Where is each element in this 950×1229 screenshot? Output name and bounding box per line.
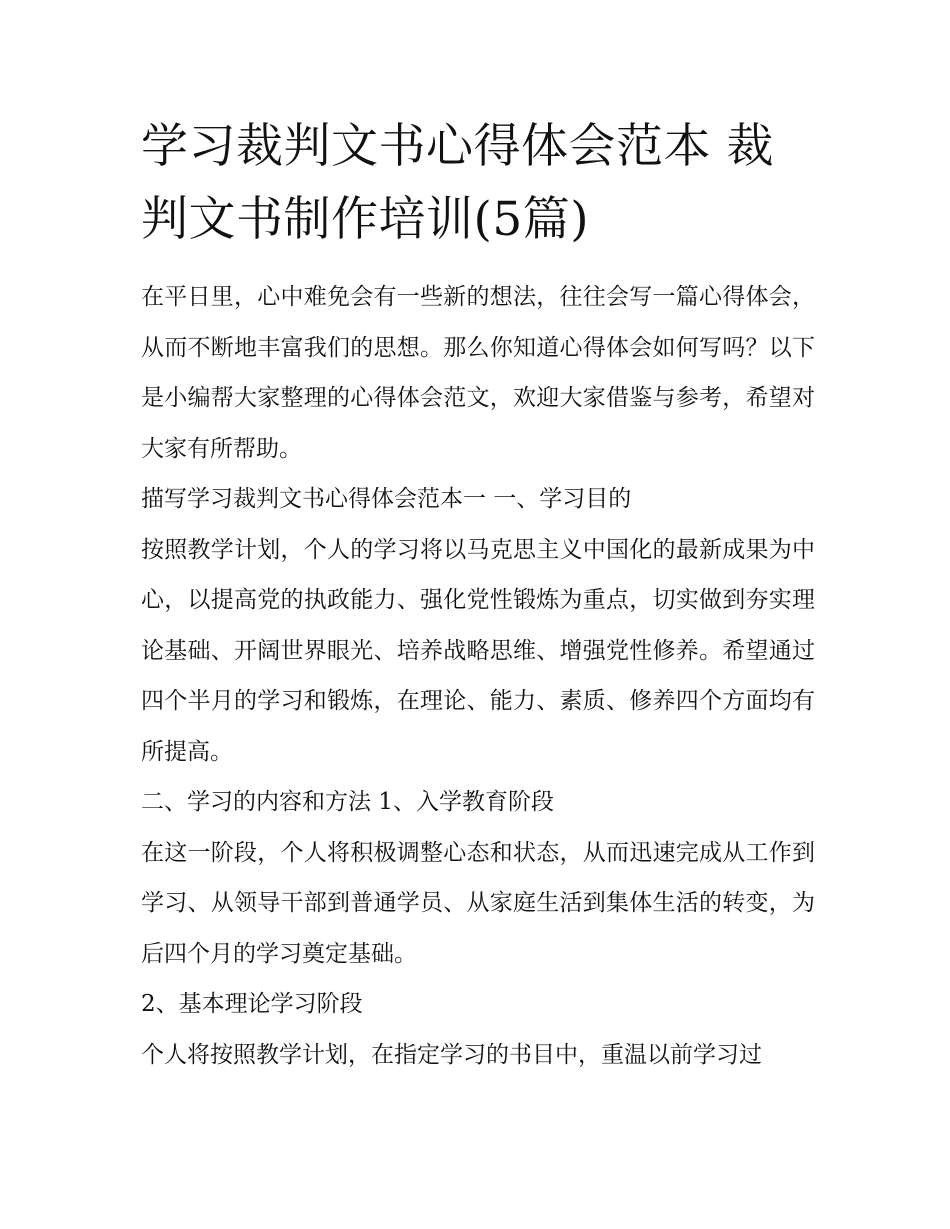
theory-stage-paragraph: 个人将按照教学计划，在指定学习的书目中，重温以前学习过	[141, 1041, 762, 1068]
document-body	[141, 272, 815, 1080]
section-heading-theory-stage: 2、基本理论学习阶段	[141, 991, 363, 1017]
orientation-stage-paragraph: 在这一阶段，个人将积极调整心态和状态，从而迅速完成从工作到学习、从领导干部到普通学员、从家庭生活到集体生活的转变，为后四个月的学习奠定基础。	[141, 839, 815, 967]
document-title: 学习裁判文书心得体会范本 裁判文书制作培训(5篇)	[141, 119, 774, 247]
section-heading-content-method: 二、学习的内容和方法 1、入学教育阶段	[141, 789, 554, 815]
learning-goal-paragraph: 按照教学计划，个人的学习将以马克思主义中国化的最新成果为中心，以提高党的执政能力、强化党性锻炼为重点，切实做到夯实理论基础、开阔世界眼光、培养战略思维、增强党性修养。希望通过四个半月的学习和锻炼，在理论、能力、素质、修养四个方面均有所提高。	[141, 536, 815, 765]
intro-paragraph: 在平日里，心中难免会有一些新的想法，往往会写一篇心得体会，从而不断地丰富我们的思想。那么你知道心得体会如何写吗？以下是小编帮大家整理的心得体会范文，欢迎大家借鉴与参考，希望对大家有所帮助。	[141, 284, 815, 462]
section-heading-learning-goal: 描写学习裁判文书心得体会范本一 一、学习目的	[141, 486, 632, 512]
